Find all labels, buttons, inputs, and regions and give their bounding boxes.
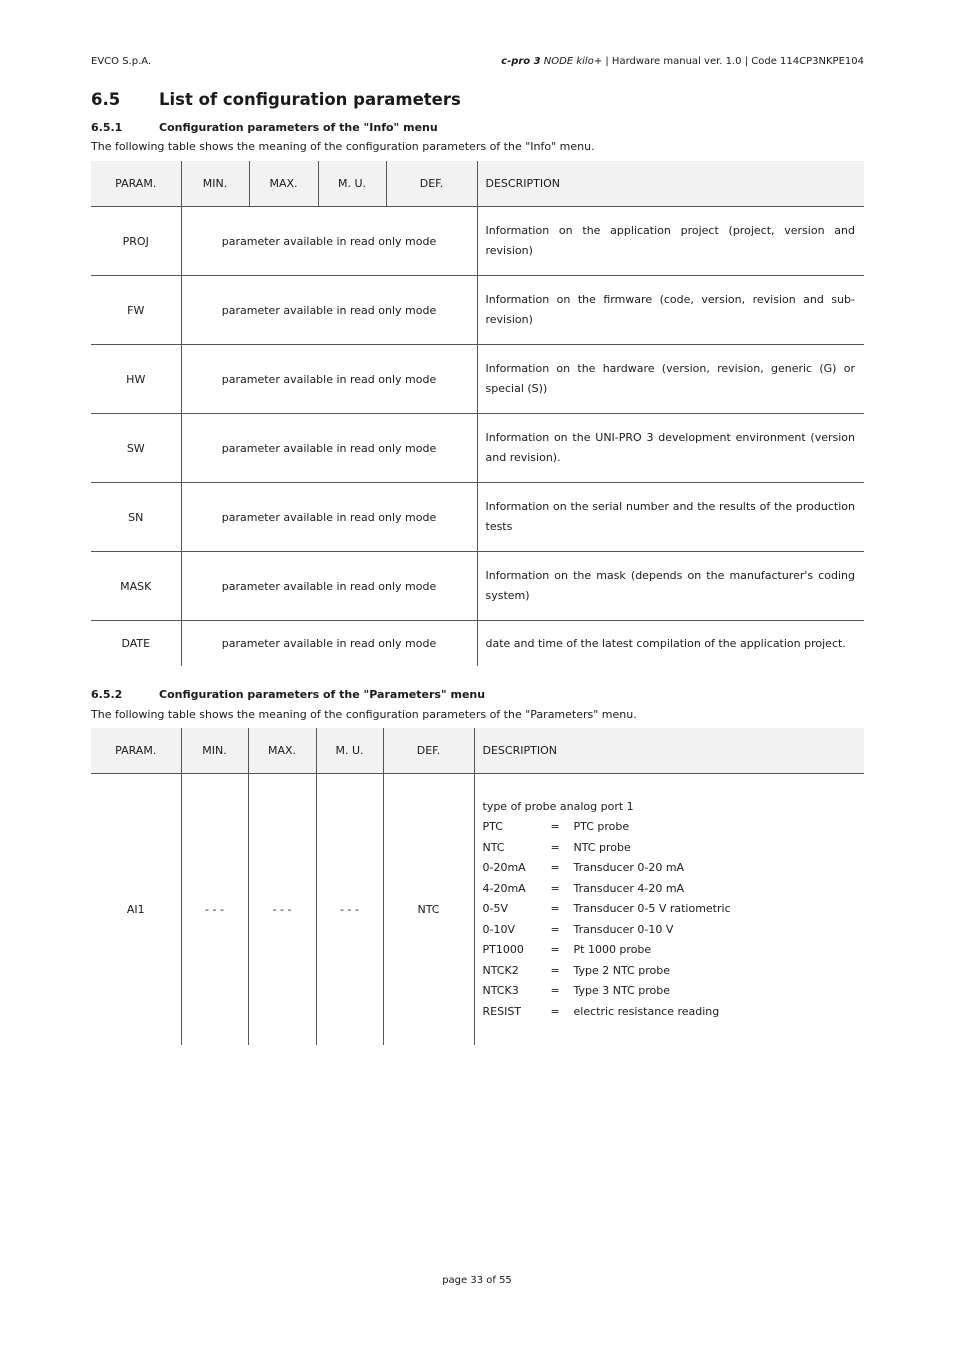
col-min: MIN. — [181, 728, 248, 774]
params-menu-number: 6.5.2 — [91, 688, 123, 701]
param-description: date and time of the latest compilation of the application project. — [477, 621, 864, 667]
col-max: MAX. — [248, 728, 316, 774]
option-key: NTC — [482, 840, 505, 854]
col-description: DESCRIPTION — [474, 728, 864, 774]
param-name: SN — [91, 483, 181, 552]
param-name: HW — [91, 345, 181, 414]
param-description: Information on the serial number and the results of the production tests — [477, 483, 864, 552]
option-row — [483, 1002, 856, 1023]
option-value: NTC probe — [573, 840, 631, 854]
param-range: parameter available in read only mode — [181, 207, 477, 276]
option-key: 0-20mA — [482, 861, 526, 875]
option-key: 0-5V — [482, 902, 508, 916]
option-key: PT1000 — [482, 943, 524, 957]
info-menu-intro: The following table shows the meaning of the configuration parameters of the "Info" menu. — [91, 140, 595, 153]
table-row — [91, 774, 864, 1046]
option-key: PTC — [482, 820, 503, 834]
param-name: AI1 — [126, 903, 145, 916]
param-default: NTC — [383, 774, 474, 1046]
option-row — [483, 981, 856, 1002]
option-equals: = — [550, 922, 560, 936]
col-param: PARAM. — [91, 161, 181, 207]
option-key: RESIST — [482, 1004, 522, 1018]
params-menu-heading — [91, 688, 485, 701]
header-manual-info — [501, 56, 864, 67]
param-name: PROJ — [91, 207, 181, 276]
parameters-table — [91, 728, 864, 1045]
table-header-row — [91, 161, 864, 207]
option-value: Transducer 4-20 mA — [573, 881, 685, 895]
option-row — [483, 899, 856, 920]
param-range: parameter available in read only mode — [181, 483, 477, 552]
param-range: parameter available in read only mode — [181, 414, 477, 483]
param-description: Information on the UNI-PRO 3 development environment (version and revision). — [477, 414, 864, 483]
description-text: type of probe analog port 1 — [482, 799, 634, 813]
param-description: Information on the mask (depends on the manufacturer's coding system) — [477, 552, 864, 621]
option-equals: = — [550, 820, 560, 834]
table-row — [91, 345, 864, 414]
option-equals: = — [550, 881, 560, 895]
option-value: Type 2 NTC probe — [573, 963, 670, 977]
option-key: NTCK3 — [482, 984, 519, 998]
table-row — [91, 207, 864, 276]
param-description — [474, 774, 864, 1046]
option-row — [483, 920, 856, 941]
col-max: MAX. — [249, 161, 318, 207]
table-row — [91, 414, 864, 483]
params-menu-intro: The following table shows the meaning of the configuration parameters of the "Parameters" menu. — [91, 708, 637, 721]
col-min: MIN. — [181, 161, 249, 207]
param-description: Information on the application project (project, version and revision) — [477, 207, 864, 276]
param-name: MASK — [91, 552, 181, 621]
product-name-rest: NODE kilo+ — [540, 56, 603, 67]
param-range: parameter available in read only mode — [181, 621, 477, 667]
option-row — [483, 940, 856, 961]
option-value: Transducer 0-5 V ratiometric — [573, 902, 731, 916]
option-row — [483, 879, 856, 900]
param-name: SW — [91, 414, 181, 483]
col-param: PARAM. — [91, 728, 181, 774]
option-value: electric resistance reading — [573, 1004, 720, 1018]
table-row — [91, 552, 864, 621]
table-header-row — [91, 728, 864, 774]
param-description: Information on the hardware (version, revision, generic (G) or special (S)) — [477, 345, 864, 414]
info-menu-number: 6.5.1 — [91, 121, 123, 134]
option-equals: = — [550, 963, 560, 977]
param-name: FW — [91, 276, 181, 345]
option-equals: = — [550, 840, 560, 854]
info-menu-heading — [91, 121, 438, 134]
manual-code: | Hardware manual ver. 1.0 | Code 114CP3NKPE104 — [602, 56, 864, 67]
option-row — [483, 817, 856, 838]
option-equals: = — [550, 861, 560, 875]
info-menu-title: Configuration parameters of the "Info" menu — [159, 121, 438, 134]
params-menu-title: Configuration parameters of the "Parameters" menu — [159, 688, 486, 701]
col-def: DEF. — [383, 728, 474, 774]
product-name-bold: c-pro 3 — [501, 56, 541, 67]
info-parameters-table — [91, 161, 864, 666]
option-row — [483, 838, 856, 859]
param-mu: - - - — [316, 774, 383, 1046]
col-mu: M. U. — [316, 728, 383, 774]
header-company: EVCO S.p.A. — [91, 56, 152, 67]
option-key: 4-20mA — [482, 881, 526, 895]
param-name: DATE — [121, 637, 151, 650]
col-def: DEF. — [386, 161, 477, 207]
param-min: - - - — [181, 774, 248, 1046]
param-range: parameter available in read only mode — [181, 552, 477, 621]
option-equals: = — [550, 984, 560, 998]
option-key: 0-10V — [482, 922, 515, 936]
option-key: NTCK2 — [482, 963, 519, 977]
option-value: Transducer 0-10 V — [573, 922, 674, 936]
option-value: Type 3 NTC probe — [573, 984, 670, 998]
option-equals: = — [550, 1004, 560, 1018]
table-row — [91, 621, 864, 667]
section-heading — [91, 90, 461, 109]
table-row — [91, 276, 864, 345]
option-value: Transducer 0-20 mA — [573, 861, 685, 875]
option-value: Pt 1000 probe — [573, 943, 652, 957]
param-range: parameter available in read only mode — [181, 276, 477, 345]
param-max: - - - — [248, 774, 316, 1046]
option-equals: = — [550, 943, 560, 957]
table-row — [91, 483, 864, 552]
option-row — [483, 858, 856, 879]
param-description: Information on the firmware (code, version, revision and sub-revision) — [477, 276, 864, 345]
section-number: 6.5 — [91, 90, 121, 109]
option-value: PTC probe — [573, 820, 630, 834]
col-mu: M. U. — [318, 161, 386, 207]
param-range: parameter available in read only mode — [181, 345, 477, 414]
section-title: List of configuration parameters — [159, 90, 461, 109]
page-number: page 33 of 55 — [442, 1275, 512, 1286]
col-description: DESCRIPTION — [477, 161, 864, 207]
option-equals: = — [550, 902, 560, 916]
option-row — [483, 961, 856, 982]
